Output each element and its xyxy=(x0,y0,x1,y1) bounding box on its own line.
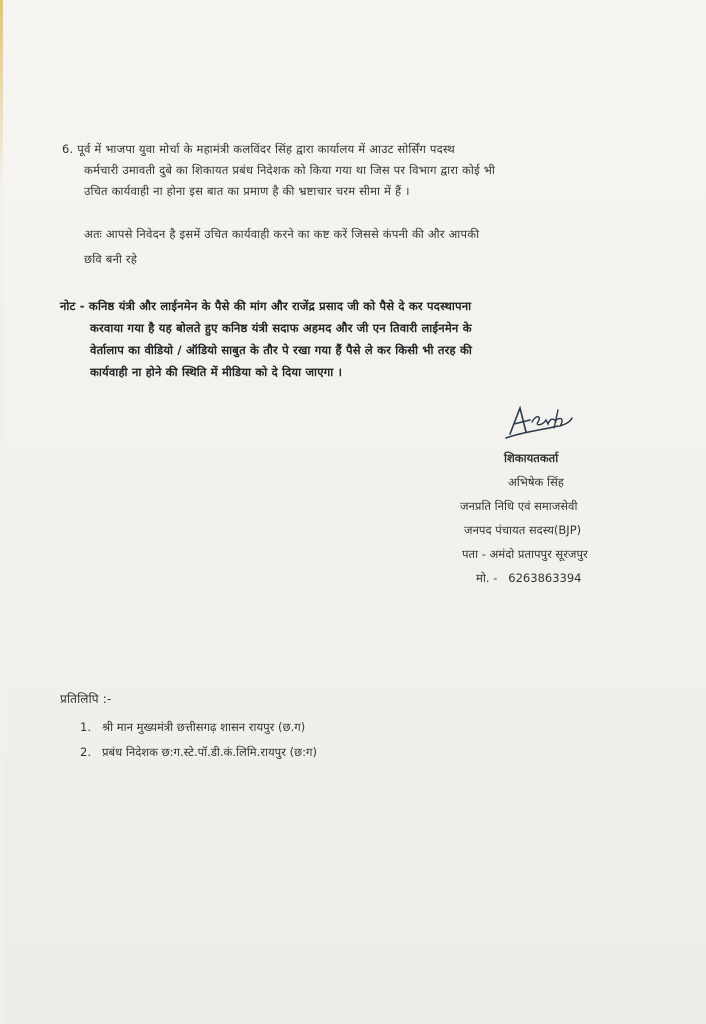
complainant-role: शिकायतकर्ता xyxy=(504,451,559,465)
request-paragraph xyxy=(84,222,644,272)
complainant-name: अभिषेक सिंह xyxy=(508,475,564,489)
request-line-2: छवि बनी रहे xyxy=(84,252,138,266)
complainant-address: पता - अमंदो प्रतापपुर सूरजपुर xyxy=(462,547,588,561)
copy-to-heading: प्रतिलिपि :- xyxy=(60,692,112,706)
note-line-2: करवाया गया है यह बोलते हुए कनिष्ठ यंत्री सदाफ अहमद और जी एन तिवारी लाईनमेन के xyxy=(90,321,472,335)
mobile-label: मो. - xyxy=(476,571,498,585)
mobile-number: 6263863394 xyxy=(508,571,582,585)
point-6-paragraph xyxy=(62,139,662,202)
complainant-designation-2: जनपद पंचायत सदस्य(BJP) xyxy=(464,523,582,537)
note-paragraph xyxy=(60,295,660,383)
note-line-1: नोट - कनिष्ठ यंत्री और लाईनमेन के पैसे की मांग और राजेंद्र प्रसाद जी को पैसे दे कर पदस्थापना xyxy=(60,299,472,313)
point-6-line-1: 6. पूर्व में भाजपा युवा मोर्चा के महामंत्री कलविंदर सिंह द्वारा कार्यालय में आउट सोर्सिंग पदस्थ xyxy=(62,142,455,156)
complainant-designation-1: जनप्रति निधि एवं समाजसेवी xyxy=(460,499,578,513)
request-line-1: अतः आपसे निवेदन है इसमें उचित कार्यवाही करने का कष्ट करें जिससे कंपनी की और आपकी xyxy=(84,227,480,241)
point-6-line-2: कर्मचारी उमावती दुबे का शिकायत प्रबंध निदेशक को किया गया था जिस पर विभाग द्वारा कोई भी xyxy=(84,163,496,177)
note-line-4: कार्यवाही ना होने की स्थिति में मीडिया को दे दिया जाएगा । xyxy=(90,365,343,379)
copy-to-list xyxy=(80,715,480,765)
complainant-mobile-row xyxy=(452,566,652,590)
note-line-3: वेर्तालाप का वीडियो / ऑडियो साबुत के तौर पे रखा गया हैं पैसे ले कर किसी भी तरह की xyxy=(90,343,473,357)
signature-block xyxy=(452,446,652,590)
point-6-number: 6. xyxy=(62,142,74,156)
list-item: 1. श्री मान मुख्यमंत्री छत्तीसगढ़ शासन रायपुर (छ.ग) xyxy=(80,720,306,734)
list-item: 2. प्रबंध निदेशक छ:ग.स्टे.पॉ.डी.कं.लिमि.रायपुर (छ:ग) xyxy=(80,745,317,759)
handwritten-signature xyxy=(502,402,584,442)
point-6-line-3: उचित कार्यवाही ना होना इस बात का प्रमाण है की भ्रष्टाचार चरम सीमा में हैं । xyxy=(84,184,410,198)
scan-edge xyxy=(0,0,3,1024)
